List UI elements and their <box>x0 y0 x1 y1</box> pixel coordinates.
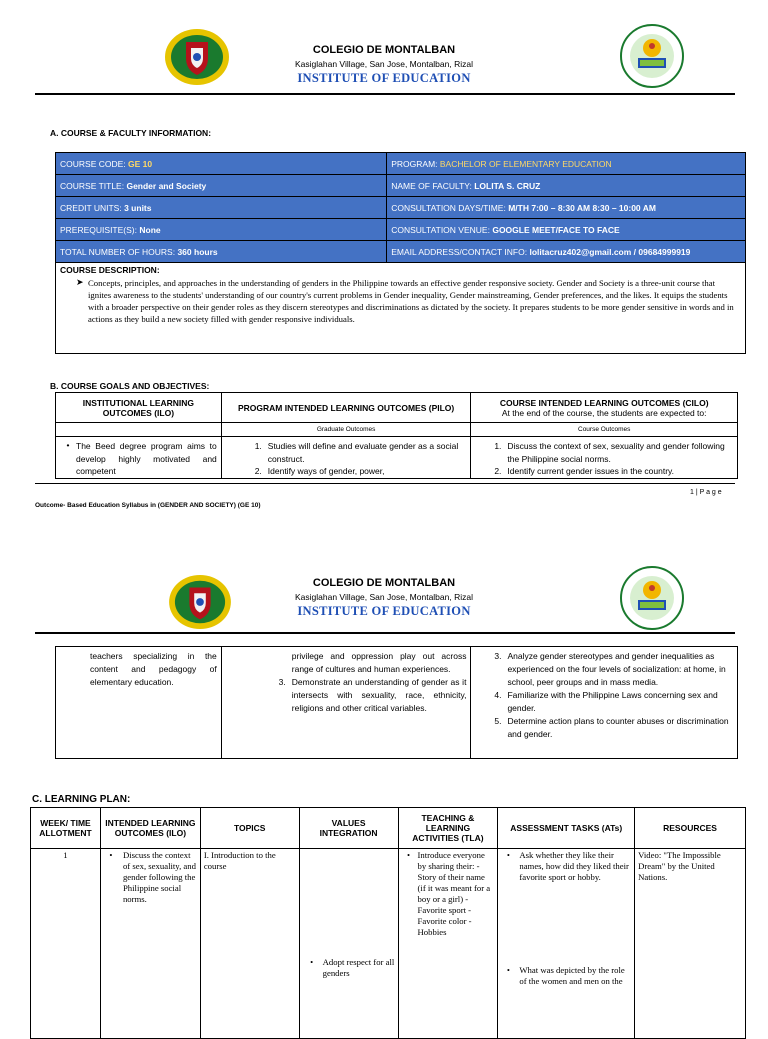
course-description-box <box>55 262 746 354</box>
bullet-icon: • <box>66 440 70 450</box>
pilo-item: Identify ways of gender, power, <box>267 466 385 476</box>
page-number: 1 | P a g e <box>690 489 722 496</box>
cilo-header: COURSE INTENDED LEARNING OUTCOMES (CILO) At the end of the course, the students are expected to: <box>471 393 738 423</box>
page-footer-rule <box>35 483 735 484</box>
lp-at: What was depicted by the role of the women and men on the <box>519 965 625 986</box>
lp-header-tla: TEACHING & LEARNING ACTIVITIES (TLA) <box>398 808 498 849</box>
info-row: CREDIT UNITS: 3 units CONSULTATION DAYS/TIME: M/TH 7:00 – 8:30 AM 8:30 – 10:00 AM <box>56 197 746 219</box>
header-divider <box>35 93 735 95</box>
lp-header-topics: TOPICS <box>200 808 299 849</box>
lp-topic: I. Introduction to the course <box>200 849 299 1039</box>
pilo-header: PROGRAM INTENDED LEARNING OUTCOMES (PILO) <box>221 393 471 423</box>
course-outcomes-label: Course Outcomes <box>471 423 738 437</box>
section-a-title: A. COURSE & FACULTY INFORMATION: <box>50 128 212 138</box>
college-address: Kasiglahan Village, San Jose, Montalban, Rizal <box>295 59 473 69</box>
cilo-item: Analyze gender stereotypes and gender inequalities as experienced on the four levels of socialization: at home, in school, peer groups and in mass media. <box>507 651 726 687</box>
pilo-item: Studies will define and evaluate gender as a social construct. <box>267 441 459 464</box>
bullet-icon: • <box>406 850 411 860</box>
cilo-item: Identify current gender issues in the country. <box>507 466 675 476</box>
goals-table: INSTITUTIONAL LEARNING OUTCOMES (ILO) PROGRAM INTENDED LEARNING OUTCOMES (PILO) COURSE INTENDED LEARNING OUTCOMES (CILO) At the end of the course, the students are expected to: Graduate Outcomes Course Outcomes • The Beed degree program aims to develop highly motivated and competent 1. Studies will define and evaluate gender as a social construct. 2. Identify ways of gender, power, 1. Discuss the context of sex, sexuality and gender following the Philippine social norms. 2. Identify current gender issues in the country. <box>55 392 738 479</box>
institute-name: INSTITUTE OF EDUCATION <box>297 604 471 618</box>
lp-resources: Video: "The Impossible Dream" by the United Nations. <box>635 849 746 1039</box>
footer-text: Outcome- Based Education Syllabus in (GENDER AND SOCIETY) (GE 10) <box>35 502 261 509</box>
college-name: COLEGIO DE MONTALBAN <box>312 577 456 589</box>
goals-table-continued: teachers specializing in the content and pedagogy of elementary education. privilege and oppression play out across range of cultures and human experiences. 3. Demonstrate an understanding of gender as it intersects with sexuality, race, ethnicity, religions and other critical variables. 3. Analyze gender stereotypes and gender inequalities as experienced on the four levels of socialization: at home, in school, peer groups and in mass media. 4. Familiarize with the Philippine Laws concerning sex and gender. 5. Determine action plans to counter abuses or discrimination and gender. <box>55 646 738 759</box>
arrow-bullet-icon: ➤ <box>76 277 84 287</box>
course-info-table <box>55 152 746 263</box>
ilo-header: INSTITUTIONAL LEARNING OUTCOMES (ILO) <box>56 393 222 423</box>
lp-tla: Introduce everyone by sharing their: -Story of their name (if it was meant for a boy or a girl) -Favorite sport -Favorite color -Hobbies <box>417 850 491 937</box>
ilo-text: The Beed degree program aims to develop highly motivated and competent <box>76 441 217 476</box>
lp-at: Ask whether they like their names, how did they liked their favorite sport or hobby. <box>519 850 629 882</box>
section-b-title: B. COURSE GOALS AND OBJECTIVES: <box>50 381 210 391</box>
pilo-item: privilege and oppression play out across range of cultures and human experiences. <box>291 651 467 674</box>
institute-name: INSTITUTE OF EDUCATION <box>297 71 471 85</box>
graduate-outcomes-label: Graduate Outcomes <box>221 423 471 437</box>
info-row: COURSE CODE: GE 10 PROGRAM: BACHELOR OF ELEMENTARY EDUCATION <box>56 153 746 175</box>
bullet-icon: • <box>310 957 314 967</box>
cilo-item: Discuss the context of sex, sexuality and gender following the Philippine social norms. <box>507 441 725 464</box>
course-description-label: COURSE DESCRIPTION: <box>60 265 160 275</box>
info-row: TOTAL NUMBER OF HOURS: 360 hours EMAIL ADDRESS/CONTACT INFO: lolitacruz402@gmail.com / 09684999919 <box>56 241 746 263</box>
pilo-item: Demonstrate an understanding of gender as it intersects with sexuality, race, ethnicity, religions and other critical variables. <box>291 677 467 713</box>
cilo-item: Determine action plans to counter abuses or discrimination and gender. <box>507 716 729 739</box>
info-row: PREREQUISITE(S): None CONSULTATION VENUE: GOOGLE MEET/FACE TO FACE <box>56 219 746 241</box>
ilo-text: teachers specializing in the content and pedagogy of elementary education. <box>56 647 222 759</box>
section-c-title: C. LEARNING PLAN: <box>32 794 131 805</box>
lp-header-values: VALUES INTEGRATION <box>299 808 398 849</box>
lp-week: 1 <box>31 849 101 1039</box>
college-name: COLEGIO DE MONTALBAN <box>312 44 456 56</box>
cilo-item: Familiarize with the Philippine Laws concerning sex and gender. <box>507 690 718 713</box>
bullet-icon: • <box>506 850 510 860</box>
bullet-icon: • <box>109 850 113 860</box>
lp-header-week: WEEK/ TIME ALLOTMENT <box>31 808 101 849</box>
course-description-text: Concepts, principles, and approaches in the understanding of genders in the Philippine towards an effective gender responsive society. Gender and Society is a three-unit course that ignites awareness to the students' understanding of our country's current problems in Gender inequality, Gender mainstreaming, Gender preferences, and the likes. It equips the students with a broader perspective on their gender roles as they discern stereotypes and discriminations as dictated by the society. It prepares students to be more gender sensitive in words and in actions as they build a new society filled with gender responsive individuals. <box>88 278 734 324</box>
college-address: Kasiglahan Village, San Jose, Montalban, Rizal <box>295 592 473 602</box>
bullet-icon: • <box>506 965 510 975</box>
info-row: COURSE TITLE: Gender and Society NAME OF FACULTY: LOLITA S. CRUZ <box>56 175 746 197</box>
lp-values: Adopt respect for all genders <box>322 957 395 978</box>
lp-header-at: ASSESSMENT TASKS (ATs) <box>498 808 635 849</box>
header-divider <box>35 632 735 634</box>
learning-plan-table <box>30 807 746 1039</box>
lp-header-ilo: INTENDED LEARNING OUTCOMES (ILO) <box>100 808 200 849</box>
lp-ilo: Discuss the context of sex, sexuality, and gender following the Philippine social norms. <box>122 850 196 904</box>
lp-header-resources: RESOURCES <box>635 808 746 849</box>
